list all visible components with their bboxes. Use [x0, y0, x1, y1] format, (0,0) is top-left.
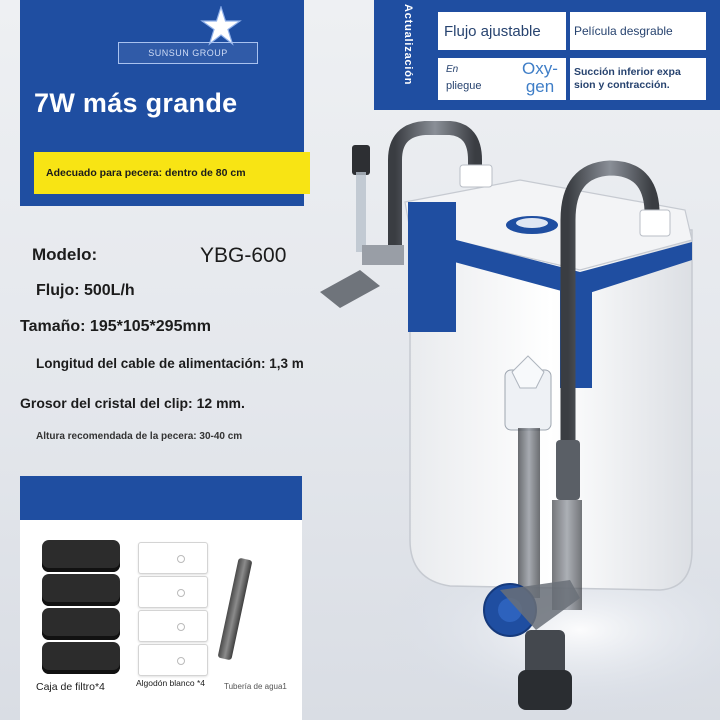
cotton-pad-icon	[138, 610, 208, 642]
cotton-pad-icon	[138, 576, 208, 608]
tank-height-spec: Altura recomendada de la pecera: 30-40 cm	[36, 431, 243, 442]
features-title: Actualización	[402, 4, 414, 86]
filter-product-image	[300, 110, 720, 720]
model-label: Modelo:	[32, 245, 98, 264]
water-pipe-label: Tubería de agua1	[224, 682, 287, 691]
feature-removable-film: Película desgrable	[570, 12, 706, 50]
glass-clip-spec: Grosor del cristal del clip: 12 mm.	[20, 395, 245, 411]
cotton-label: Algodón blanco *4	[136, 678, 206, 688]
size-spec: Tamaño: 195*105*295mm	[20, 318, 211, 335]
feature-bottom-suction: Succión inferior expa sion y contracción.	[570, 58, 706, 100]
features-panel	[374, 0, 720, 110]
filter-box-label: Caja de filtro*4	[36, 681, 105, 693]
cotton-pad-icon	[138, 542, 208, 574]
flow-spec: Flujo: 500L/h	[36, 282, 135, 299]
cotton-pad-icon	[138, 644, 208, 676]
filter-box-icon	[42, 574, 120, 606]
star-logo-icon	[198, 6, 244, 46]
filter-box-icon	[42, 642, 120, 674]
feature-oxygen-word: Oxy-gen	[522, 59, 558, 96]
feature-adjustable-flow: Flujo ajustable	[438, 12, 566, 50]
cable-length-spec: Longitud del cable de alimentación: 1,3 m	[36, 356, 304, 371]
tank-size-note: Adecuado para pecera: dentro de 80 cm	[34, 152, 310, 194]
feature-oxygen-fold: pliegue	[446, 80, 482, 92]
filter-box-icon	[42, 540, 120, 572]
accessories-header	[20, 476, 302, 520]
feature-oxygen-prefix: En	[446, 64, 459, 75]
brand-logo-text: SUNSUN GROUP	[118, 42, 258, 64]
brand-panel	[20, 0, 304, 206]
feature-oxygen	[438, 58, 566, 100]
headline: 7W más grande	[34, 88, 238, 118]
filter-box-icon	[42, 608, 120, 640]
model-value: YBG-600	[200, 244, 287, 267]
